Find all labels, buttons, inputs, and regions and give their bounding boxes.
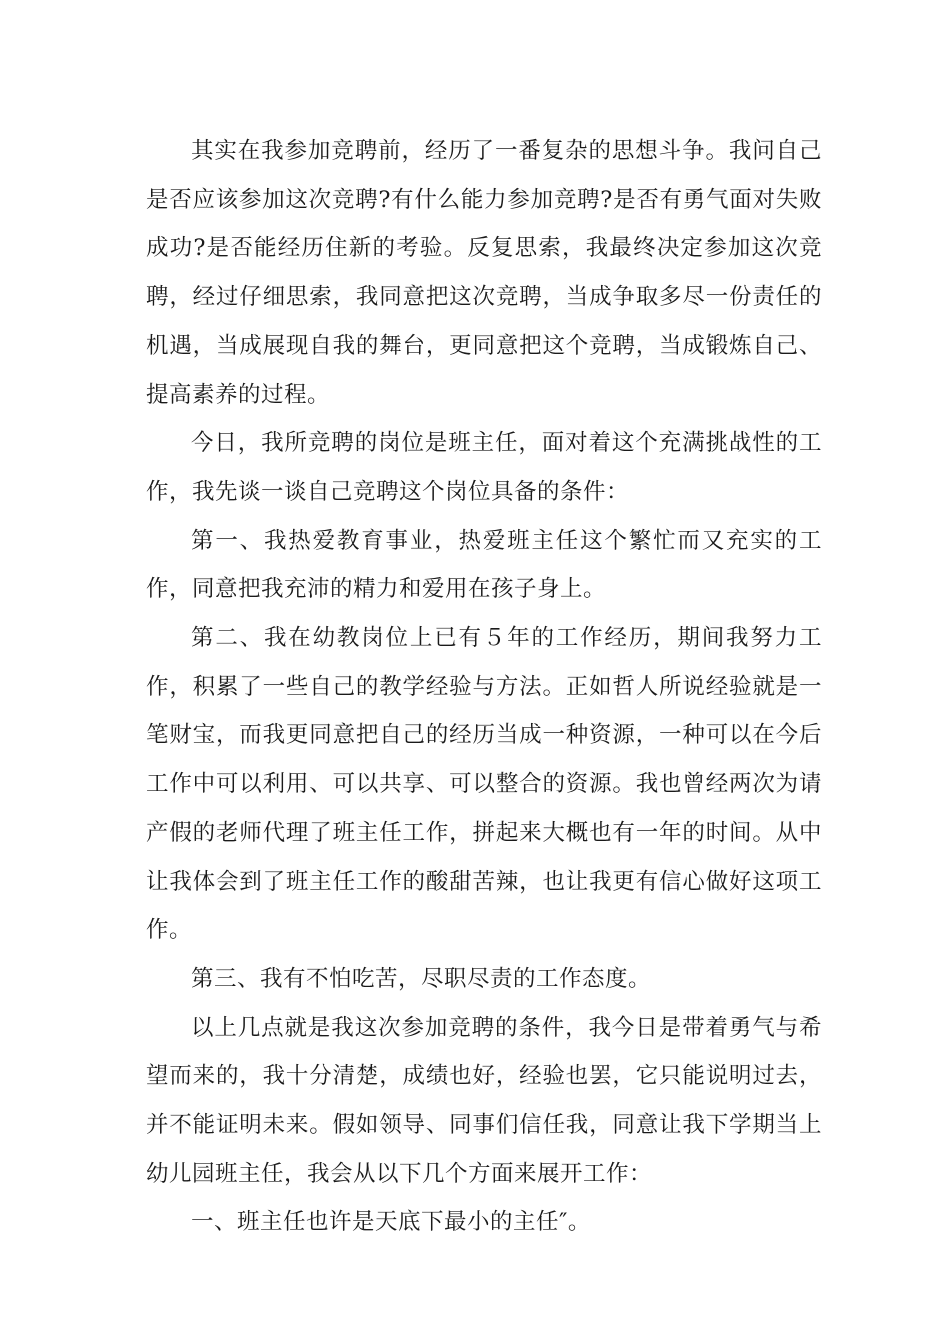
paragraph-5: 第三、我有不怕吃苦，尽职尽责的工作态度。 — [191, 965, 652, 992]
paragraph-7: 一、班主任也许是天底下最小的主任″。 — [191, 1209, 591, 1236]
paragraph-3: 第一、我热爱教育事业，热爱班主任这个繁忙而又充实的工作，同意把我充沛的精力和爱用在孩子身上。 — [146, 527, 822, 603]
paragraph-4: 第二、我在幼教岗位上已有５年的工作经历，期间我努力工作，积累了一些自己的教学经验与方法。正如哲人所说经验就是一笔财宝，而我更同意把自己的经历当成一种资源，一种可以在今后工作中可以利用、可以共享、可以整合的资源。我也曾经两次为请产假的老师代理了班主任工作，拼起来大概也有一年的时间。从中让我体会到了班主任工作的酸甜苦辣，也让我更有信心做好这项工作。 — [146, 625, 822, 944]
paragraph-2: 今日，我所竞聘的岗位是班主任，面对着这个充满挑战性的工作，我先谈一谈自己竞聘这个岗位具备的条件： — [146, 430, 822, 505]
paragraph-1: 其实在我参加竞聘前，经历了一番复杂的思想斗争。我问自己是否应该参加这次竞聘?有什么能力参加竞聘?是否有勇气面对失败成功?是否能经历住新的考验。反复思索，我最终决定参加这次竞聘，经过仔细思索，我同意把这次竞聘，当成争取多尽一份责任的机遇，当成展现自我的舞台，更同意把这个竞聘，当成锻炼自己、提高素养的过程。 — [146, 138, 822, 408]
body-text — [146, 127, 822, 1247]
paragraph-6: 以上几点就是我这次参加竞聘的条件，我今日是带着勇气与希望而来的，我十分清楚，成绩也好，经验也罢，它只能说明过去，并不能证明未来。假如领导、同事们信任我，同意让我下学期当上幼儿园班主任，我会从以下几个方面来展开工作： — [146, 1014, 822, 1187]
